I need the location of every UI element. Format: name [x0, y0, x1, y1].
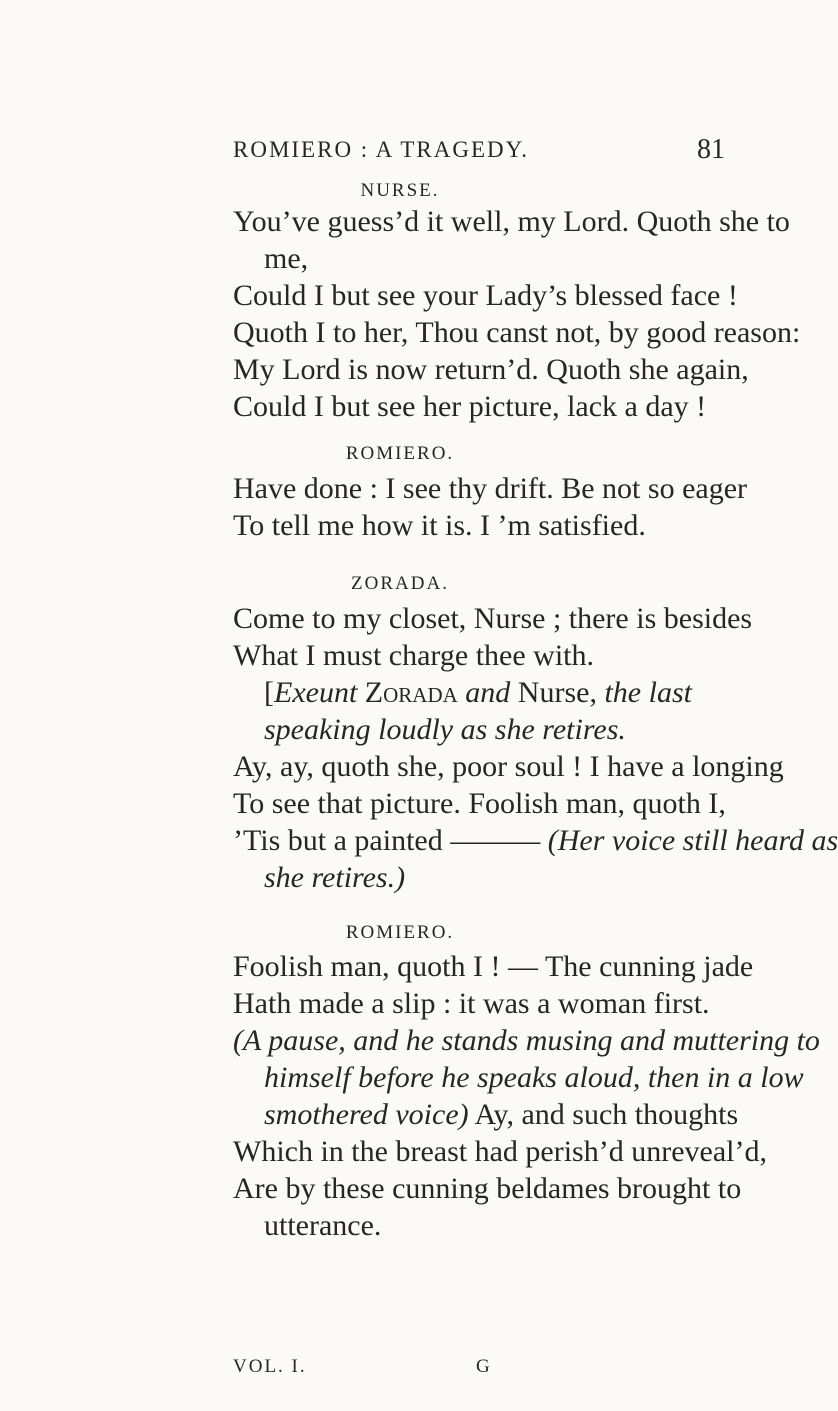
em-dash: ——— — [450, 824, 541, 857]
stage-direction-line: she retires.) — [264, 861, 406, 894]
verse-line: utterance. — [264, 1209, 382, 1242]
verse-line-painted — [233, 823, 838, 859]
verse-line: My Lord is now return’d. Quoth she again, — [233, 353, 749, 386]
verse-line: Could I but see her picture, lack a day ! — [233, 390, 707, 423]
speaker-zorada: ZORADA. — [351, 573, 449, 594]
verse-line: What I must charge thee with. — [233, 639, 594, 672]
bracket: [ — [264, 676, 274, 709]
verse-line: To tell me how it is. I ’m satisfied. — [233, 509, 646, 542]
stage-direction: smothered voice) — [264, 1098, 469, 1131]
verse-text: Ay, and such thoughts — [474, 1098, 739, 1131]
running-header — [233, 130, 725, 170]
verse-line: Ay, ay, quoth she, poor soul ! I have a longing — [233, 750, 784, 783]
character-name: Zorada — [364, 676, 458, 709]
verse-line: Hath made a slip : it was a woman first. — [233, 987, 710, 1020]
direction-text: the last — [604, 676, 692, 709]
verse-line: me, — [264, 242, 309, 275]
speaker-romiero: ROMIERO. — [345, 443, 455, 464]
stage-direction: (Her voice still heard as — [547, 824, 838, 857]
verse-line: Are by these cunning beldames brought to — [233, 1172, 742, 1205]
running-title: ROMIERO : A TRAGEDY. — [233, 137, 530, 162]
verse-line: Have done : I see thy drift. Be not so eager — [233, 472, 747, 505]
mixed-line — [264, 1097, 738, 1133]
verse-line: To see that picture. Foolish man, quoth I, — [233, 787, 726, 820]
verse-line: Come to my closet, Nurse ; there is besides — [233, 602, 753, 635]
verse-line: Which in the breast had perish’d unreveal’d, — [233, 1135, 767, 1168]
character-name: Nurse, — [517, 676, 597, 709]
stage-direction-line: himself before he speaks aloud, then in a low — [264, 1061, 804, 1094]
verse-line: Foolish man, quoth I ! — The cunning jade — [233, 950, 754, 983]
signature-volume: VOL. I. — [233, 1356, 307, 1377]
speaker-nurse: NURSE. — [360, 180, 440, 201]
verse-line: Could I but see your Lady’s blessed face ! — [233, 279, 738, 312]
speaker-romiero: ROMIERO. — [345, 922, 455, 943]
stage-direction-line: speaking loudly as she retires. — [264, 713, 626, 746]
stage-direction-exeunt — [264, 675, 692, 711]
page-number: 81 — [697, 134, 725, 165]
exeunt-word: Exeunt — [274, 676, 358, 709]
verse-line: You’ve guess’d it well, my Lord. Quoth she to — [233, 205, 790, 238]
conjunction: and — [465, 676, 511, 709]
stage-direction-line: (A pause, and he stands musing and muttering to — [233, 1024, 820, 1057]
signature-letter: G — [476, 1356, 492, 1377]
verse-line: Quoth I to her, Thou canst not, by good reason: — [233, 316, 801, 349]
painted-text: ’Tis but a painted — [233, 824, 443, 857]
